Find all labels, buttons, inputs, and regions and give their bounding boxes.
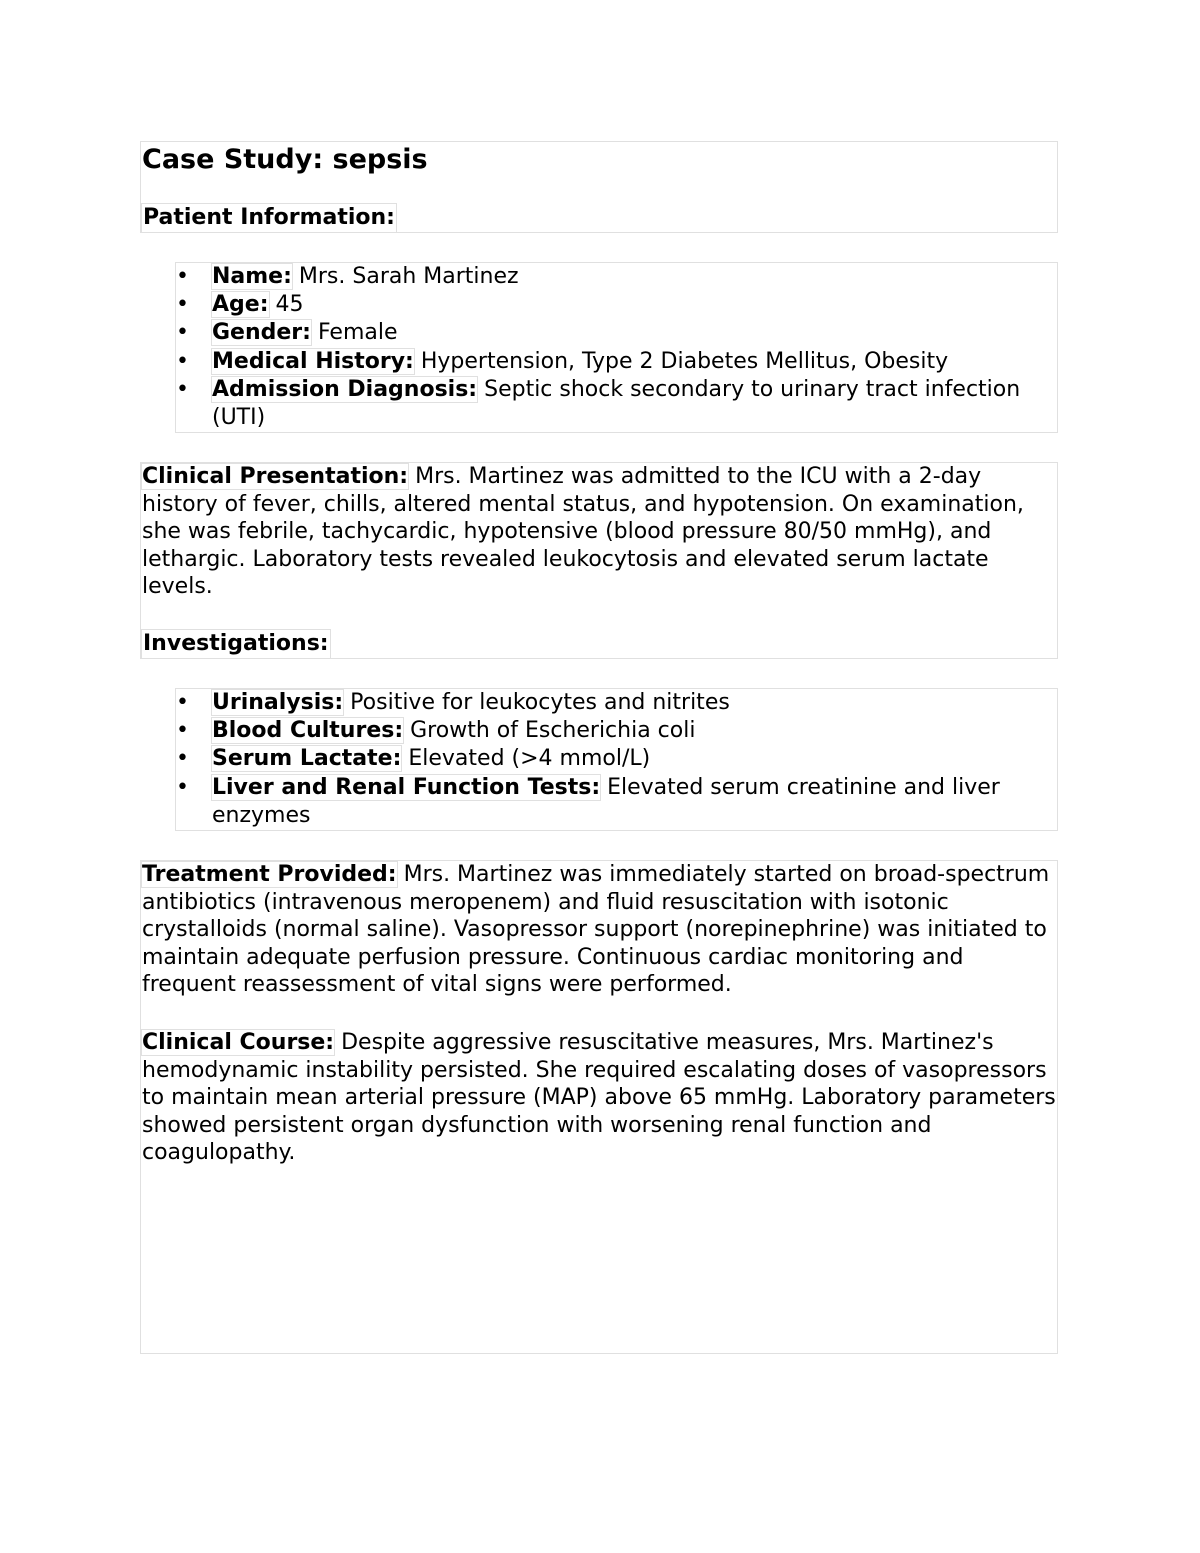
item-value: Growth of Escherichia coli: [403, 718, 696, 744]
list-item: [176, 745, 1059, 773]
item-value: Elevated (>4 mmol/L): [401, 746, 651, 772]
clinical-presentation-label: Clinical Presentation:: [142, 464, 409, 489]
clinical-presentation-paragraph: [142, 463, 1058, 601]
patient-info-list: [176, 263, 1059, 432]
list-item: [176, 291, 1059, 319]
investigations-list: [176, 689, 1059, 830]
list-item: [176, 376, 1059, 432]
clinical-course-text: Despite aggressive resuscitative measures, Mrs. Martinez's hemodynamic instability persisted. She required escalating doses of vasopressors to maintain mean arterial pressure (MAP) above 65 mmHg. Laboratory parameters showed persistent organ dysfunction with worsening renal function and coagulopathy.: [142, 1030, 1056, 1165]
item-value: Female: [310, 320, 398, 346]
list-item: [176, 348, 1059, 376]
item-label: Gender:: [212, 320, 311, 346]
item-value: Septic shock secondary to urinary tract infection (UTI): [212, 376, 1021, 431]
clinical-presentation-text: Mrs. Martinez was admitted to the ICU with a 2-day history of fever, chills, altered mental status, and hypotension. On examination, she was febrile, tachycardic, hypotensive (blood pressure 80/50 mmHg), and lethargic. Laboratory tests revealed leukocytosis and elevated serum lactate levels.: [142, 464, 1024, 599]
item-label: Name:: [212, 264, 292, 289]
investigations-list-block: [175, 688, 1058, 831]
item-value: Elevated serum creatinine and liver enzymes: [212, 774, 1000, 828]
patient-info-list-block: [175, 262, 1058, 433]
clinical-course-label: Clinical Course:: [142, 1030, 335, 1055]
investigations-heading: Investigations:: [143, 631, 329, 656]
item-label: Age:: [212, 292, 269, 318]
clinical-course-paragraph: [142, 1029, 1058, 1167]
item-label: Blood Cultures:: [212, 718, 404, 744]
treatment-course-block: [140, 860, 1058, 1354]
item-label: Admission Diagnosis:: [212, 376, 478, 402]
item-value: Mrs. Sarah Martinez: [291, 264, 519, 289]
list-item: [176, 263, 1059, 291]
item-value: Positive for leukocytes and nitrites: [343, 690, 730, 715]
page-title: Case Study: sepsis: [142, 144, 428, 175]
treatment-text: Mrs. Martinez was immediately started on broad-spectrum antibiotics (intravenous meropenem) and fluid resuscitation with isotonic crystalloids (normal saline). Vasopressor support (norepinephrine) was initiated to maintain adequate perfusion pressure. Continuous cardiac monitoring and frequent reassessment of vital signs were performed.: [142, 862, 1050, 997]
item-label: Liver and Renal Function Tests:: [212, 774, 601, 800]
item-value: Hypertension, Type 2 Diabetes Mellitus, Obesity: [413, 348, 949, 374]
treatment-paragraph: [142, 861, 1058, 999]
list-item: [176, 689, 1059, 717]
item-label: Medical History:: [212, 348, 414, 374]
clinical-presentation-block: [140, 462, 1058, 659]
list-item: [176, 717, 1059, 745]
treatment-label: Treatment Provided:: [142, 862, 397, 887]
item-value: 45: [268, 292, 304, 318]
list-item: [176, 774, 1059, 830]
item-label: Serum Lactate:: [212, 746, 402, 772]
patient-info-heading: Patient Information:: [143, 205, 395, 230]
header-block: [140, 141, 1058, 233]
item-label: Urinalysis:: [212, 690, 344, 715]
list-item: [176, 319, 1059, 347]
